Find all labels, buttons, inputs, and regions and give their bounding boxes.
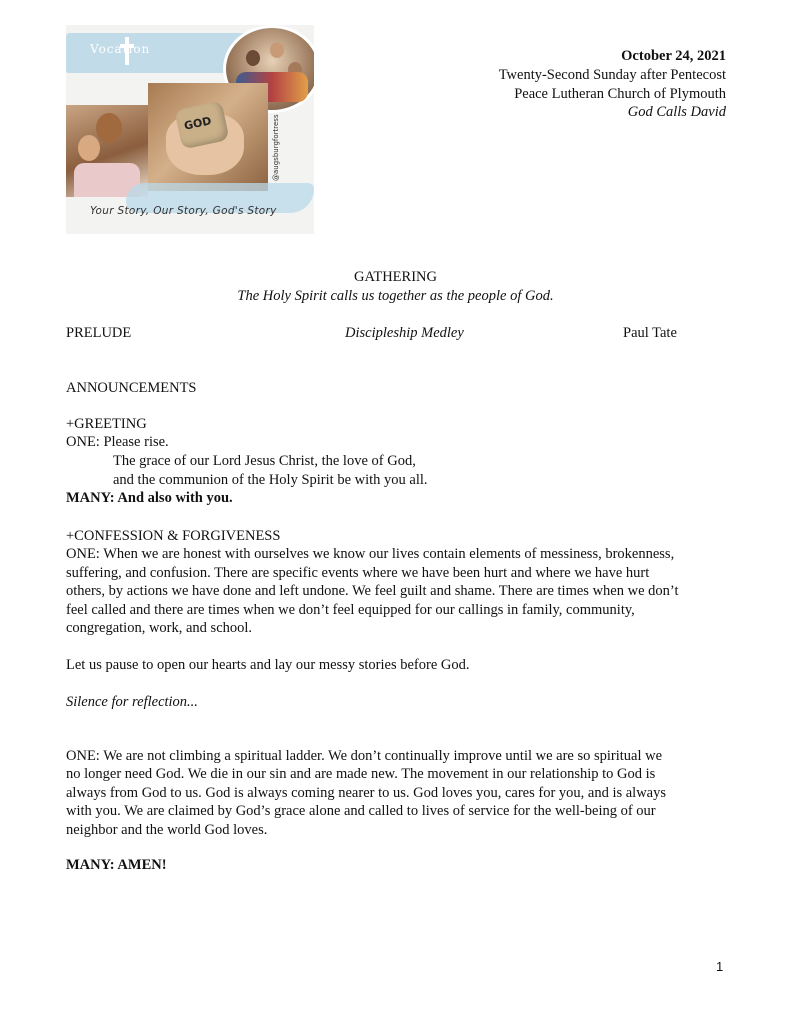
prelude-label: PRELUDE <box>66 325 132 341</box>
prelude-title: Discipleship Medley <box>345 325 464 341</box>
service-date: October 24, 2021 <box>621 48 726 64</box>
amen-response: MANY: AMEN! <box>66 857 167 873</box>
prelude-composer: Paul Tate <box>623 325 677 341</box>
liturgical-day: Twenty-Second Sunday after Pentecost <box>498 67 726 83</box>
announcements-heading: ANNOUNCEMENTS <box>66 380 197 396</box>
forgiveness-text-line: neighbor and the world God loves. <box>66 822 268 838</box>
logo-brand-text: Vocation <box>90 42 151 56</box>
logo-side-text: @augsburgfortress <box>272 114 280 181</box>
forgiveness-text-line: always from God to us. God is always coming nearer to us. God loves you, cares for you, and is always <box>66 785 667 801</box>
confession-heading: +CONFESSION & FORGIVENESS <box>66 528 281 544</box>
confession-text-line: feel called and there are times when we don’t feel equipped for our callings in family, community, <box>66 602 635 618</box>
greeting-blessing-line-1: The grace of our Lord Jesus Christ, the love of God, <box>113 453 416 469</box>
logo-tagline: Your Story, Our Story, God's Story <box>90 205 277 217</box>
gathering-heading: GATHERING <box>354 269 437 285</box>
forgiveness-text-line: with you. We are claimed by God’s grace alone and called to lives of service for the well-being of our <box>66 803 656 819</box>
greeting-heading: +GREETING <box>66 416 147 432</box>
greeting-leader-line: ONE: Please rise. <box>66 434 169 450</box>
silence-instruction: Silence for reflection... <box>66 694 198 710</box>
forgiveness-text-line: ONE: We are not climbing a spiritual ladder. We don’t continually improve until we are so spiritual we <box>66 748 663 764</box>
service-theme: God Calls David <box>627 104 726 120</box>
stone-text: GOD <box>182 114 213 133</box>
pause-instruction: Let us pause to open our hearts and lay our messy stories before God. <box>66 657 470 673</box>
hands-holding-stone-photo <box>148 83 268 191</box>
page-number: 1 <box>716 959 724 974</box>
greeting-response: MANY: And also with you. <box>66 490 233 506</box>
vocation-logo <box>66 25 314 234</box>
gathering-subtitle: The Holy Spirit calls us together as the people of God. <box>237 288 554 304</box>
confession-text-line: suffering, and confusion. There are specific events where we have been hurt and where we have hurt <box>66 565 650 581</box>
greeting-blessing-line-2: and the communion of the Holy Spirit be with you all. <box>113 472 428 488</box>
confession-text-line: congregation, work, and school. <box>66 620 253 636</box>
confession-text-line: ONE: When we are honest with ourselves we know our lives contain elements of messiness, brokenness, <box>66 546 675 562</box>
confession-text-line: others, by actions we have done and left undone. We feel guilt and shame. There are times when we don’t <box>66 583 679 599</box>
forgiveness-text-line: no longer need God. We die in our sin and are made new. The movement in our relationship to God is <box>66 766 656 782</box>
mother-daughter-photo <box>66 105 148 197</box>
church-name: Peace Lutheran Church of Plymouth <box>514 86 726 102</box>
